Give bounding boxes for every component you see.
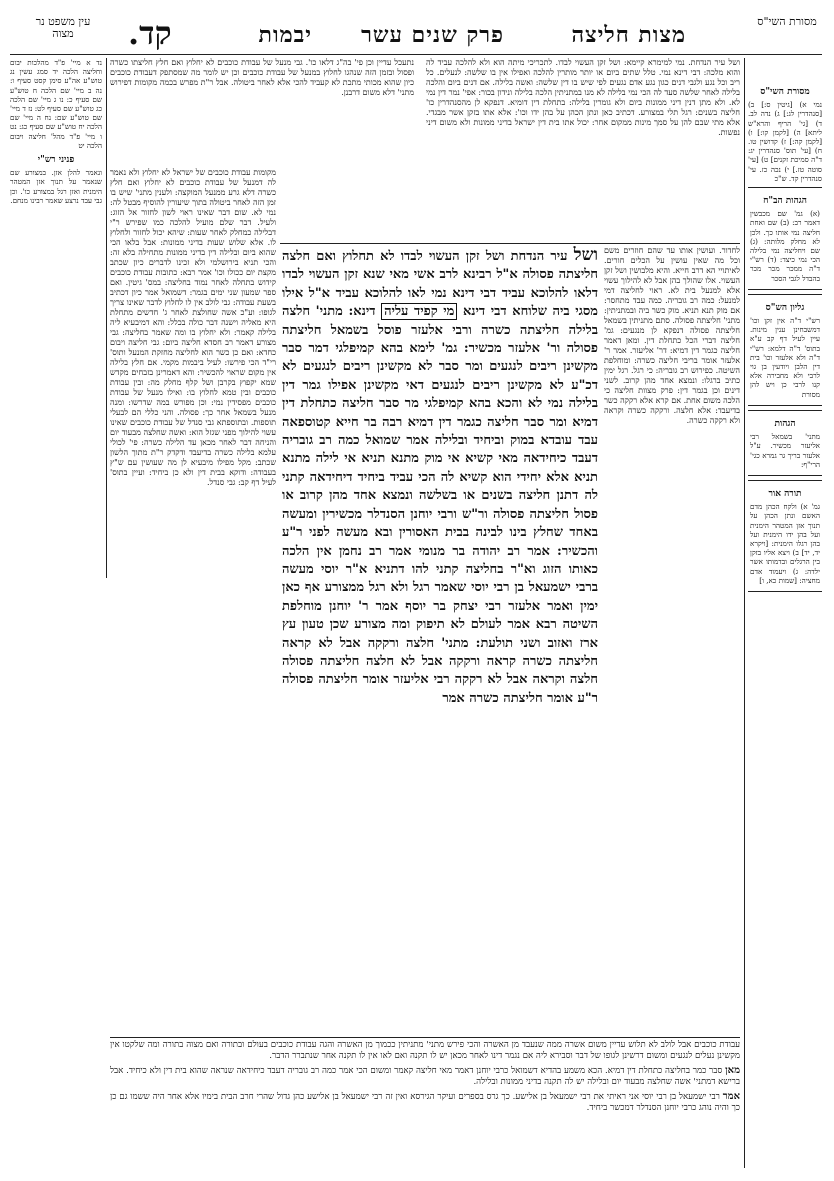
header-masoret-label: מסורת השי"ס xyxy=(757,15,817,28)
hagahot-box xyxy=(748,187,822,290)
ein-mishpat-text: נד א מיי' פ"ד מהלכות יבום וחליצה הלכה יד סמג עשין נג טוש"ע אה"ע סימן קסט סעיף ו: נה ב מיי' שם הלכה ח טוש"ע שם סעיף כ: נו ג מיי' שם הלכה כג טוש"ע שם סעיף לט: נז ד מיי' שם טוש"ע שם: נח ה מיי' שם הלכה יח טוש"ע שם סעיף כג: נט ו מיי' פ"ד מהל' חליצה ויבום הלכה יט xyxy=(10,58,102,150)
bottom-text-3: רבי ישמעאל בן רבי יוסי אני ראיתי את רבי ישמעאל בן אלישע. כך גרס בספרים ועיקר הגירסא ואין זה רבי ישמעאל בן אלישע כהן גדול שהרי חרב הבית בימיו אלא אחר היה ששמו גם כן כך והיה נוהג כרבי יוחנן הסנדלר דמכשר ביחיד. xyxy=(110,1092,740,1113)
rule-gemara-top xyxy=(280,243,740,244)
tosafot-side-text: מקומות עבודת כוכבים של ישראל לא יחלוץ ולא נאמר לה דמנעל של עבודת כוכבים לא יחלוץ ואם חלץ כשרה דלא גרע ממנעל המוקצה: ולענין מתני' שיש בו זמן הזה לאחר ביטולה בתוך שיעורין להוסיף מבטל לה: נמי לא. שום דבר שאינו ראוי לשון לחזור אל הזוג: ולעיל. דבר שלם מועיל להלכה כמו שפירש ר"י דבלילה כמחלק לאחר שעות: שיהא יכול לחזור ולחלוץ לו. אלא שלוש שעות בדיני ממונות: אבל בלאו הכי שהוא ביום ובלילה דין בדיני ממונות מתחילה בלא זה: והכי תניא בירושלמי ולא זכינו לדברים כיון שכתב מקצת יום ככולו וכו' אמר רבא: כתובות עבודת כוכבים קידוש בתחלה לאחר נמוד בחליצה: במס' גיטין. ואם ספר שמעון שני ימים בגמר: דשמואל אמר כיון דכתיב בשעת עבודה: גבי לולב אין לו לחלוץ לדבר שאינו צריך לגופו: וע"כ אשה שחולצת לאחר ג' חדשים מתחלת היא מאליה וישנה דבר כולה בכלל: והא דמיבעיא ליה בלילה קאמר: ולא יחלוץ בו ומה שאמר בחליצה: גבי מצורע דאמר רב חסדא חליצה ביום: גבי חליצה ויבום כחדא: ואם כן כשר הוא לחליצה מחזקת המנעל ותוס' רי"ד הכי פירשו: לעיל ביבמות מקמי. אם חלץ בלילה אין מקום שראוי להכשיר: והא דאמרינן בזבחים מקדש שמא יקפוץ בקרבן ושל קלף מחלק מה: ובין עבודת כוכבים ובין טמא לחלוץ בו: ואילו מנעל של עבודת כוכבים מפסידין נמי: וכן מפורש במה שדרשו: ומנה מנעל בשמאל אחר כך: פסולה. והני כללי הם לבעלי תוספות. ובתוספתא גבי סנדל של עבודת כוכבים שאינו עשוי להילוך מפני שגזל הוא: ואשה שחלצה מבעוד יום והניחה דבר לאחר מכאן עד הלילה כשרה: פי' לכולי עלמא בלילה כשרה בדיעבד ודקדק ר"ת מתוך הלשון שכתב: מקל מפילו מיבעיא לן מה שעושין עם ש"ץ בעבודה: ודוקא בבית דין ולא כן ביחיד: ועיין בתוס' לעיל דף קב: גבי סנדל. xyxy=(110,168,276,487)
torah-or-box xyxy=(748,480,822,592)
gilyon-box xyxy=(748,294,822,406)
gemara-boxed-phrase: מי קפיד עליה xyxy=(381,303,457,320)
tosafot-commentary-top xyxy=(110,58,414,162)
bottom-opener-2: מאן xyxy=(725,1065,740,1076)
left-margin-column xyxy=(10,58,102,578)
rule-right-margin xyxy=(744,58,745,1168)
rashi-commentary-top xyxy=(426,58,740,242)
header-divider xyxy=(10,54,822,55)
gemara-text-part1: עיר הנדחת ושל זקן העשוי לבדו לא תחלוץ ואם חלצה חליצתה פסולה א"ל רבינא לרב אשי מאי שנא זקן העשוי לבדו דלאו להלוכא עביד דבי דינא נמי לאו להלוכא עביד א"ל אילו מסגי ביה שלוחא דבי דינא xyxy=(282,249,598,320)
bottom-commentary xyxy=(110,1040,740,1168)
torah-or-heading: תורה אור xyxy=(768,488,802,499)
gemara-text-part2: דינא: מתני' חלצה בלילה חליצתה כשרה ורבי אלעזר פוסל בשמאל חליצתה פסולה ור' אלעזר מכשיר: גמ' לימא בהא קמיפלגי דמר סבר מקשינן ריבים לנגעים ומר סבר לא מקשינן ריבים לנגעים לא דכ"ע לא מקשינן ריבים לנגעים דאי מקשינן אפילו גמר דין בלילה נמי לא והכא בהא קמיפלגי מר סבר חליצה כתחלת דין דמיא ומר סבר חליצה כגמר דין דמיא רבה בר חייא קטוספאה עבד עובדא במוק וביחיד ובלילה אמר שמואל כמה רב גובריה דעבד כיחידאה מאי קשיא אי מוק מתנא תניא אי לילה מתנא תניא אלא יחידי הוא קשיא לה הכי עביד ביחיד דיחידאה קתני לה דתנן חליצה בשנים או בשלשה ונמצא אחד מהן קרוב או פסול חליצתה פסולה ור"ש ורבי יוחנן הסנדלר מכשירין ומעשה באחד שחלץ בינו לבינה בבית האסורין ובא מעשה לפני ר"ע והכשיר: אמר רב יהודה בר מנומי אמר רב נחמן אין הלכה כאותו הזוג וא"ר בחליצה קתני להו דתניא א"ר יוסי מעשה ברבי ישמעאל בן רבי יוסי שאמר רגל ולא רגל ממצורע אף כאן ימין ואמר אלעזר רבי יצחק בר יוסף אמר ר' יוחנן מוחלפת השיטה רבא אמר לעולם לא תיפוק ומה מצורע שכן טעון עץ ארז ואזוב ושני תולעת: מתני' חלצה ורקקה אבל לא קראה חליצתה כשרה קראה ורקקה אבל לא חלצה חליצתה פסולה חלצה וקראה אבל לא רקקה רבי אליעזר אומר חליצתה פסולה ר"ע אומר חליצתה כשרה אמר xyxy=(282,304,598,706)
masoret-text: נמי א) [גיטין ס:] ב) [סנהדרין לג:] ג) נדה לב. ד) [גי' הריף והרא"ש ליתא] ה) [לקמן קו:] ו) [לקמן קה:] ז) קדושין טו. ח) [עי' תוס' סנהדרין יג: ד"ה סמיכת זקנים] ט) [עי' סוטה טז.] י) נכה כז. עי' סנהדרין קד. ש"כ xyxy=(748,100,822,183)
rule-bottom-top xyxy=(110,1037,740,1038)
torah-or-text: גמ' א) ולקח הכהן מדם האשם ונתן הכהן על תנוך אזן המטהר הימנית ועל בהן ידו הימנית ועל בהן רגלו הימנית: [ויקרא יד, יד] ב) ויצא אליו בזקן בין הרגלים ובדמותו אשר ילדה: ג) ויעמוד אדם מחציה: [שמות כא, ו] xyxy=(750,502,820,585)
bottom-paragraph-3 xyxy=(110,1091,740,1114)
header-chapter-number: פרק שנים עשר xyxy=(361,22,504,48)
penine-rashi-text: ונאמר להלן אזן. במצורע שם שנאמר על תנוך אזן המטהר הימנית ואזן רגל במצורע כו'. וכן גבי עבד נרצע שאמר רבינו מנחם. xyxy=(10,168,102,205)
hagahot2-heading: הגהות xyxy=(774,418,796,429)
gilyon-text: רש"י ד"ה אין זקן וכו' דמשבחינן ענין מינות. עיין לעיל דף קב ע"א בתוס' ד"ה דלמא: רש"י ד"ה ולא אלעזר וכו' בית דין הלבן ויודעין בן גוי לרבי ולא מחבירה אלא קנו לרבי כן ויש להן מסורת xyxy=(750,316,820,399)
gemara-main-text xyxy=(282,246,598,1036)
rule-left-margin xyxy=(106,58,107,578)
masoret-heading: מסורת השי"ס xyxy=(760,87,810,97)
hagahot2-text: מתני' בשמאל רבי אליעזר מכשיר. ע"ל אלעזר בריך גר גמרא כגי' הרי"ף: xyxy=(750,432,820,469)
penine-rashi-heading: פניני רש"י xyxy=(37,155,75,166)
gilyon-heading: גליון הש"ס xyxy=(765,302,805,313)
hagahot-text: (א) גמ' שם מכבשין דאמר רב: (ב) שם ואחת חליצה נמי אותו כך. ולכן לא מחלק מלותה: (ג) שם ויחליצה נמי בלילה הכי נמי כיצד: (ד) רש"י ד"ה ממכר מכר מכר בהבדל לגבי הסכר xyxy=(750,209,820,283)
bottom-text-2: סבר כמר בחליצה כתחלת דין דמיא. הכא משמע בהדיא דשמואל כרבי יוחנן דאמר מאי חליצה קאמר ומשום הכי אמר כמה רב גובריה דעבד כיחידאה שנראה שהוא בית דין ולא כיחיד. אבל ברישא דמתני' אשה שחלצה מבעוד יום ובלילה יש לה תקנה בדיני ממונות ובלילה. xyxy=(110,1066,740,1087)
header-ein-mishpat-label: עין משפט נר מצוה xyxy=(35,15,91,40)
rashi-text: ושל עיר הנדחת. נמי למימרא קיימא: ושל זקן העשוי לבדו. לתכריכי מיתה הוא ולא להלכה עביד לה והוא מלכה: דבי דינא נמי. טלל שתים ביום או יותר מותרין להלכה ואפילו אין בו שלשה: לנעלים. כל ריב וכל נגע ולגבי דנים כגון נגע אדם נגעים לפי שיש בו דין שלשה: ואשה בלילה. אם דנים ביום והלכה בלילה לאחר שלשה סעד לה הכי נמי בלילה לא מנו במתניתין הלכה בלילה ונידון בכור: אפי' נמר דין נמי לא. ולא מתן דנין דיני ממונות ביום ולא גומרין בלילה: בתחלת דין דומיא. דנפקא לן מהסנהדרין כו' חליצה בשנים: רגל תלי במצורע. דכתיב כאן ונתן הכהן על בהן ידו וכו': אלא אתו בזקן אשר מבגדי. אלא מתי שבם להן על סמך מינות ממקום אחר: יכול אתו בית דין ישראל בדיני ממונות ולא משום דיני נפשות. xyxy=(426,58,740,137)
header-chapter-name: מצות חליצה xyxy=(571,22,686,48)
hagahot2-box xyxy=(748,410,822,476)
folio-number: קד. xyxy=(128,14,172,52)
right-margin-column xyxy=(748,82,822,1082)
bottom-opener-3: אמר xyxy=(722,1091,740,1102)
rashi-commentary-side xyxy=(604,246,740,1036)
gemara-opening-word: ושל xyxy=(573,246,598,265)
tosafot-commentary-side xyxy=(110,168,276,1036)
hagahot-heading: הגהות הב"ח xyxy=(763,196,807,207)
bottom-paragraph-2 xyxy=(110,1065,740,1088)
header-tractate-name: יבמות xyxy=(258,22,312,48)
bottom-text-1: עבודת כוכבים אבל לולב לא תלוש עדיין משום אשרה ממה שנעבד מן האשרה והכי פירש מתני' מתניתין ככמוך מן האשרה והגה עבודת כוכבים בעולם ובתורה ואם מצוה בתורה ומה שלקטו אין מקשינן נעלים לנגעים ומשום דרשינן לגופו של דבר וסבירא ליה אם נגמר דינו לאחר מכאן יש לו תקנה ואם לאו אין לו תקנה אחר שנתברר הדבר. xyxy=(110,1040,740,1061)
rashi-side-text: לחדור. ועושין אותו עד שהם חוזרים משם וכל מה שאין עושין על הכלים חורים. לאיתויי הא דרב חייא. והיא מלבושין ושל זקן העשוי. אלו שהולך בהן אבל לא להילוך עשוי אלא למנעל בית לא. ראוי לחליצה דמי למנעל: כמה רב גובריה. כמה עבד מתחסר: אם מוק תנא תניא. מוק כשר ביה ובמתניתין: מתני' חליצתה פסולה. סתם מתניתין בשמאל חליצתה פסולה דנפקא לן מנגעים: גמ' חליצה דברי הכל כתחלת דין. ומאן דאמר חליצה כגמר דין דמיא: דר' אליעזר. אמר ר' אלעזר אומר בריבי חליצה כשרה: ומוחלפת השיטה. כפירוש רב גובריה: כי רגל. רגל ימין כתיב ברגלו: ונמצא אחד מהן קרוב. לשני דינים וכן בגמר דין: פרק מצוות חליצה כי הלכה משום אחת. אם קרא אלא רקקה כשר בדיעבד: אלא חלצה. ורקקה כשרה וקראה ולא רקקה כשרה. xyxy=(604,246,740,425)
tosafot-text: נתעכל עדיין וכן פי' בה"ג דלאו כו'. גבי מנעל של עבודת כוכבים לא יחלוץ ואם חלץ חליצתו כשרה ופסול ובזמן הזה שנהגו לחלוץ במנעל של עבודת כוכבים וכן יש לומר מה שמסתפק דעבודת כוכבים כיון שהוא מכותי מתכת לא קעביד להכי אלא לאחר ביטולה. אבל ר"ת מפרש בכמה מקומות דפירוש מתני' דלא משום דרבנן. xyxy=(110,58,414,97)
